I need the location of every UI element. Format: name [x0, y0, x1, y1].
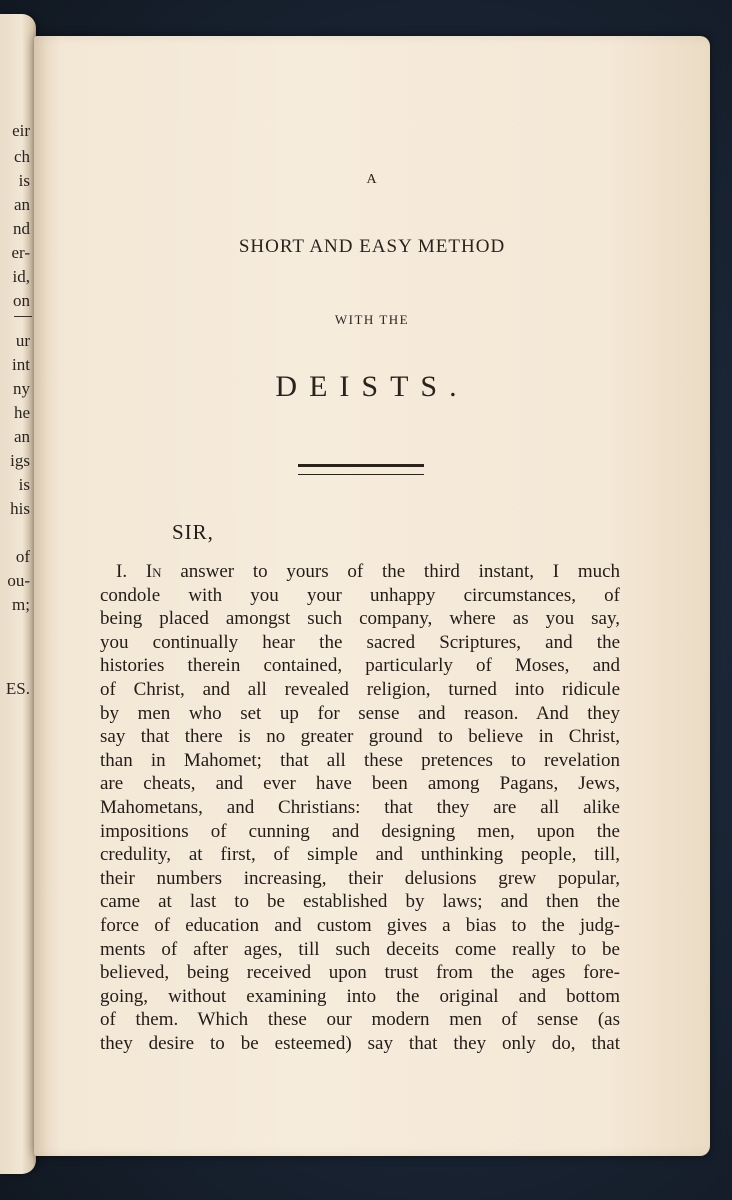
text-line — [100, 560, 620, 584]
text-line: came at last to be established by laws; and then the — [100, 891, 620, 913]
heading-article: A — [366, 172, 378, 187]
fragment: an — [13, 195, 30, 214]
previous-page-edge — [0, 14, 36, 1174]
text-line: they desire to be esteemed) say that they only do, that — [100, 1032, 620, 1054]
fragment: ES. — [5, 679, 30, 698]
fragment: ch — [13, 147, 30, 166]
text-line: condole with you your unhappy circumstances, of — [100, 584, 620, 606]
fragment: m; — [12, 595, 30, 614]
fragment: ou- — [7, 571, 30, 590]
body-text — [100, 560, 620, 1055]
book-page — [34, 36, 710, 1156]
fragment: ur — [15, 331, 30, 350]
text-line: than in Mahomet; that all these pretences to revelation — [100, 749, 620, 771]
text-line: of Christ, and all revealed religion, turned into ridicule — [100, 678, 620, 700]
text-line-content: answer to yours of the third instant, I much — [180, 561, 621, 582]
double-rule-divider — [298, 464, 424, 475]
paragraph-number: I. — [116, 561, 128, 582]
fragment: eir — [12, 121, 30, 140]
fragment: an — [13, 427, 30, 446]
fragment: id, — [12, 267, 30, 286]
fragment: er- — [11, 243, 30, 262]
text-line: believed, being received upon trust from the ages fore- — [100, 962, 620, 984]
salutation: SIR, — [172, 520, 214, 544]
fragment: of — [15, 547, 30, 566]
fragment: nd — [13, 219, 30, 238]
fragment: ny — [13, 379, 30, 398]
text-line: are cheats, and ever have been among Pagans, Jews, — [100, 773, 620, 795]
fragment: int — [12, 355, 30, 374]
fragment: he — [13, 403, 30, 422]
drop-word: In — [145, 561, 162, 582]
heading-deists: DEISTS. — [275, 370, 469, 403]
text-line: credulity, at first, of simple and unthinking people, till, — [100, 844, 620, 866]
text-line: histories therein contained, particularly of Moses, and — [100, 655, 620, 677]
fragment: on — [13, 291, 30, 310]
text-line: ments of after ages, till such deceits come really to be — [100, 938, 620, 960]
text-line: you continually hear the sacred Scriptures, and the — [100, 631, 620, 653]
fragment: is — [18, 475, 30, 494]
heading-subtitle: WITH THE — [334, 312, 410, 327]
text-line: impositions of cunning and designing men, upon the — [100, 820, 620, 842]
text-line: force of education and custom gives a bias to the judg- — [100, 914, 620, 936]
fragment: his — [10, 499, 30, 518]
text-line: their numbers increasing, their delusions grew popular, — [100, 867, 620, 889]
text-line: say that there is no greater ground to believe in Christ, — [100, 726, 620, 748]
text-line: of them. Which these our modern men of sense (as — [100, 1009, 620, 1031]
divider — [14, 316, 32, 317]
text-line: being placed amongst such company, where as you say, — [100, 608, 620, 630]
text-line: going, without examining into the original and bottom — [100, 985, 620, 1007]
page-title: SHORT AND EASY METHOD — [238, 236, 506, 257]
text-line: by men who set up for sense and reason. And they — [100, 702, 620, 724]
text-line: Mahometans, and Christians: that they are all alike — [100, 796, 620, 818]
fragment: is — [18, 171, 30, 190]
fragment: igs — [10, 451, 30, 470]
